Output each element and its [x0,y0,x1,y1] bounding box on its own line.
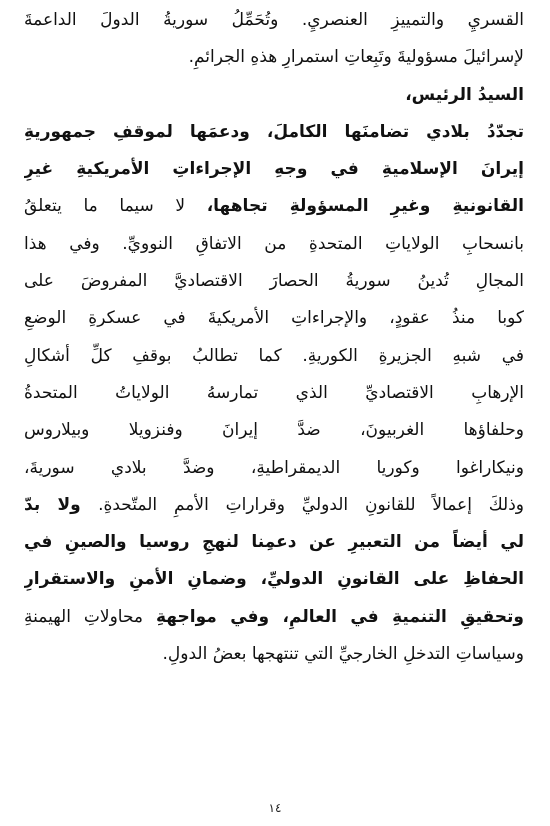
text-line [24,151,524,188]
bold-text-segment: الحفاظِ على القانونِ الدوليِّ، وضمانِ الأمنِ والاستقرارِ [24,569,524,590]
text-segment: وذلكَ إعمالاً للقانونِ الدوليِّ وقراراتِ الأممِ المتّحدةِ. [98,494,524,515]
body-text [24,2,524,673]
text-segment: بانسحابِ الولاياتِ المتحدةِ من الاتفاقِ النوويِّ. وفي هذا [24,233,524,254]
text-segment: كوبا منذُ عقودٍ، والإجراءاتِ الأمريكيةَ في عسكرةِ الوضعِ [24,308,524,329]
text-line [24,561,524,598]
text-line [24,599,524,636]
text-segment: المجالِ تُدينُ سوريةُ الحصارَ الاقتصاديَّ المفروضَ على [24,271,524,292]
bold-text-segment: لي أيضاً من التعبيرِ عن دعمِنا لنهجِ روسيا والصينِ في [24,532,524,553]
text-line [24,412,524,449]
bold-text-segment: وتحقيقِ التنميةِ في العالمِ، وفي مواجهةِ [155,606,524,627]
text-segment: ونيكاراغوا وكوريا الديمقراطيةِ، وضدَّ بلادي سوريةَ، [24,457,524,478]
bold-text-segment: تجدّدُ بلادي تضامنَها الكاملَ، ودعمَها لموقفِ جمهوريةِ [24,121,524,142]
text-segment: وسياساتِ التدخلِ الخارجيِّ التي تنتهجها بعضُ الدولِ. [162,644,524,665]
text-line [24,77,524,114]
text-segment: لا سيما ما يتعلقُ [24,196,207,217]
text-line [24,375,524,412]
text-line [24,524,524,561]
text-line [24,636,524,673]
text-line [24,300,524,337]
text-line [24,450,524,487]
text-line [24,39,524,76]
text-line [24,263,524,300]
bold-text-segment: ولا بدّ [24,494,99,515]
text-segment: القسريِ والتمييزِ العنصريِ. وتُحَمِّلُ سوريةُ الدولَ الداعمةَ [24,10,524,30]
text-segment: الإرهابِ الاقتصاديِّ الذي تمارسهُ الولاياتُ المتحدةُ [24,382,524,403]
bold-text-segment: إيرانَ الإسلاميةِ في وجهِ الإجراءاتِ الأمريكيةِ غيرِ [24,159,524,180]
bold-text-segment: السيدُ الرئيس، [405,84,524,105]
page-number: ١٤ [268,801,282,815]
text-line [24,114,524,151]
text-segment: وحلفاؤها الغربيونَ، ضدَّ إيرانَ وفنزويلا وبيلاروس [24,420,524,441]
text-segment: محاولاتِ الهيمنةِ [24,606,156,627]
text-line [24,226,524,263]
text-line [24,338,524,375]
text-line [24,188,524,225]
text-line [24,487,524,524]
text-line [24,2,524,39]
text-segment: في شبهِ الجزيرةِ الكوريةِ. كما تطالبُ بوقفِ كلِّ أشكالِ [24,345,524,366]
text-segment: لإسرائيلَ مسؤوليةَ وتَبِعاتِ استمرارِ هذهِ الجرائمِ. [188,47,524,68]
bold-text-segment: القانونيةِ وغيرِ المسؤولةِ تجاهها، [206,196,524,217]
